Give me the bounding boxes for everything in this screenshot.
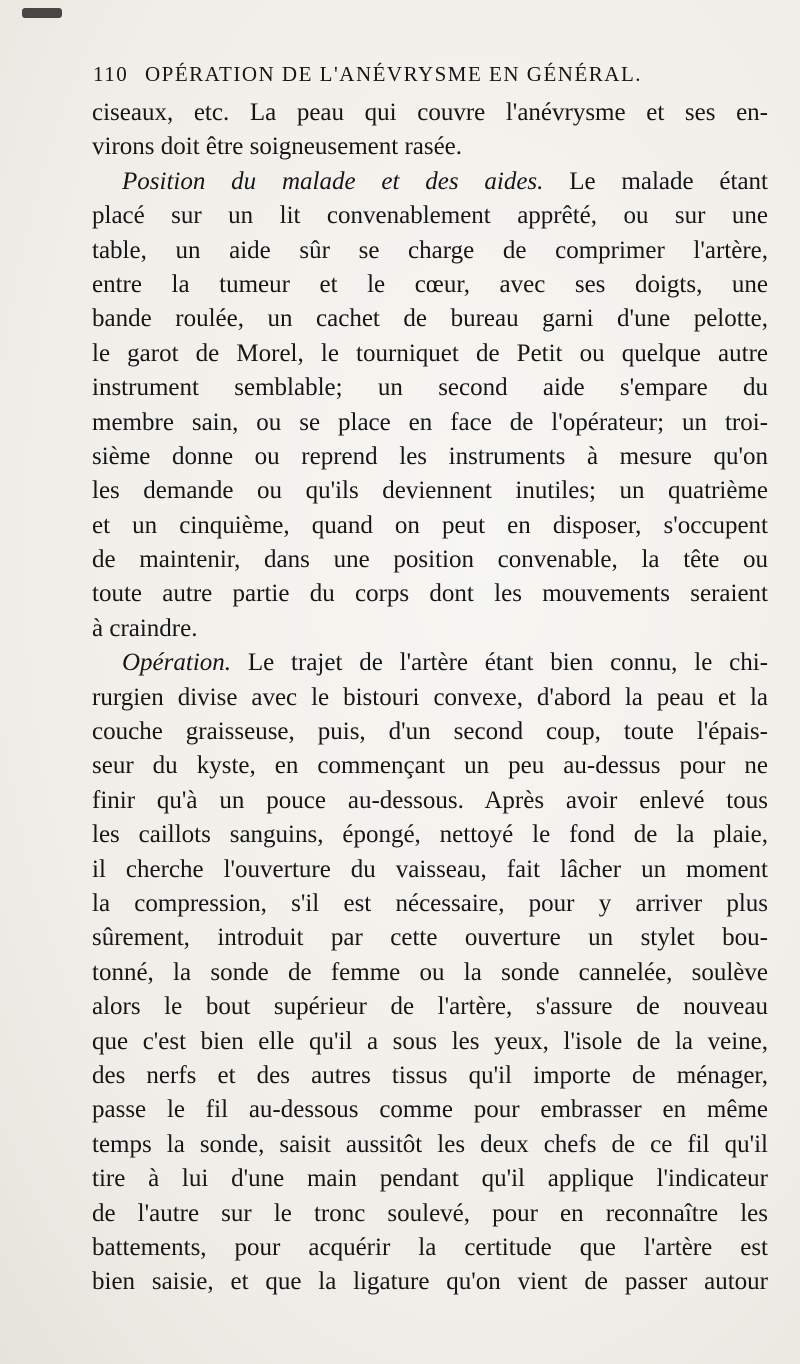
text-line: passe le fil au-dessous comme pour embrasser en même [92, 1096, 768, 1124]
text-line: que c'est bien elle qu'il a sous les yeux, l'isole de la veine, [92, 1027, 768, 1055]
section-heading-position: Position du malade et des aides. [122, 167, 544, 195]
text-line: le garot de Morel, le tourniquet de Petit ou quelque autre [92, 339, 768, 367]
text-line: instrument semblable; un second aide s'empare du [92, 374, 768, 402]
text-line: tonné, la sonde de femme ou la sonde cannelée, soulève [92, 958, 768, 986]
text-line-rest: Le trajet de l'artère étant bien connu, le chi- [247, 649, 768, 677]
text-line: temps la sonde, saisit aussitôt les deux chefs de ce fil qu'il [92, 1130, 768, 1158]
running-header [93, 58, 773, 90]
text-line: la compression, s'il est nécessaire, pour y arriver plus [92, 889, 768, 917]
text-line: toute autre partie du corps dont les mouvements seraient [92, 580, 768, 608]
text-line: finir qu'à un pouce au-dessous. Après avoir enlevé tous [92, 786, 768, 814]
text-line: membre sain, ou se place en face de l'opérateur; un troi- [92, 408, 768, 436]
text-line: entre la tumeur et le cœur, avec ses doigts, une [92, 270, 768, 298]
paragraph-start-line [92, 646, 768, 680]
page-body-text [92, 96, 768, 1300]
running-title: OPÉRATION DE L'ANÉVRYSME EN GÉNÉRAL. [145, 62, 643, 86]
text-line-rest: Le malade étant [569, 167, 768, 195]
text-line: rurgien divise avec le bistouri convexe, d'abord la peau et la [92, 683, 768, 711]
text-line: sième donne ou reprend les instruments à mesure qu'on [92, 442, 768, 470]
text-line: les demande ou qu'ils deviennent inutiles; un quatrième [92, 477, 768, 505]
text-line: seur du kyste, en commençant un peu au-dessus pour ne [92, 752, 768, 780]
text-line: ciseaux, etc. La peau qui couvre l'anévrysme et ses en- [92, 99, 768, 126]
text-line: il cherche l'ouverture du vaisseau, fait lâcher un moment [92, 855, 768, 883]
text-line: bande roulée, un cachet de bureau garni d'une pelotte, [92, 305, 768, 333]
text-line: alors le bout supérieur de l'artère, s'assure de nouveau [92, 993, 768, 1021]
text-line: couche graisseuse, puis, d'un second coup, toute l'épais- [92, 718, 768, 746]
text-line: placé sur un lit convenablement apprêté, ou sur une [92, 202, 768, 230]
text-line: tire à lui d'une main pendant qu'il applique l'indicateur [92, 1165, 768, 1193]
text-line: bien saisie, et que la ligature qu'on vient de passer autour [92, 1268, 768, 1296]
text-line: de maintenir, dans une position convenable, la tête ou [92, 546, 768, 574]
text-line: sûrement, introduit par cette ouverture un stylet bou- [92, 924, 768, 952]
text-line: les caillots sanguins, épongé, nettoyé le fond de la plaie, [92, 821, 768, 849]
text-line: virons doit être soigneusement rasée. [92, 133, 463, 161]
text-line: des nerfs et des autres tissus qu'il importe de ménager, [92, 1061, 768, 1089]
text-line: battements, pour acquérir la certitude que l'artère est [92, 1233, 768, 1261]
page-number: 110 [93, 62, 129, 86]
text-line: table, un aide sûr se charge de comprimer l'artère, [92, 236, 768, 264]
section-heading-operation: Opération. [122, 649, 232, 677]
text-line: et un cinquième, quand on peut en disposer, s'occupent [92, 511, 768, 539]
ink-smudge [22, 8, 62, 18]
text-line: à craindre. [92, 614, 198, 642]
text-line: de l'autre sur le tronc soulevé, pour en reconnaître les [92, 1199, 768, 1227]
paragraph-start-line [92, 165, 768, 199]
